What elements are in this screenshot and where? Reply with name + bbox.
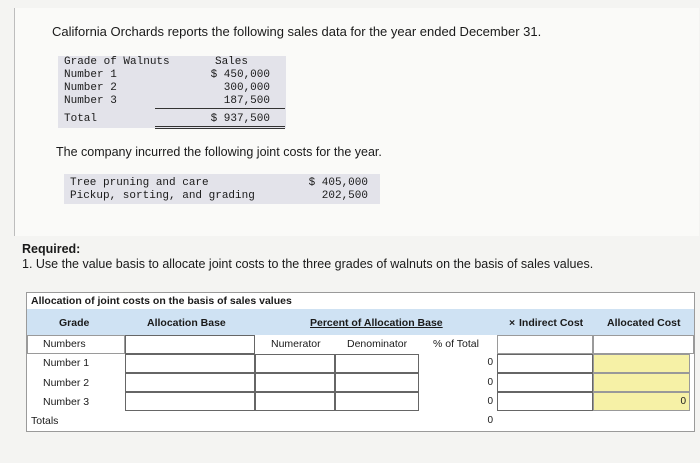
subheader-pct-total: % of Total (433, 338, 479, 350)
sales-row-value: $ 450,000 (210, 69, 270, 81)
joint-cost-intro: The company incurred the following joint costs for the year. (56, 145, 382, 159)
numerator-input[interactable] (255, 354, 335, 373)
header-allocation-base: Allocation Base (147, 317, 226, 329)
requirement-1: 1. Use the value basis to allocate joint costs to the three grades of walnuts on the basis of sales values. (22, 257, 594, 271)
grade-label: Number 2 (43, 377, 90, 389)
allocation-base-input[interactable] (125, 392, 255, 411)
sales-total-label: Total (64, 113, 98, 125)
subheader-denominator: Denominator (347, 338, 408, 350)
grade-label: Number 3 (43, 396, 90, 408)
grade-label: Number 1 (43, 357, 90, 369)
joint-cost-label: Pickup, sorting, and grading (70, 190, 255, 202)
header-indirect-cost: Indirect Cost (519, 317, 584, 329)
sales-data-table (58, 56, 286, 128)
joint-costs-table (64, 174, 380, 204)
intro-text: California Orchards reports the following sales data for the year ended December 31. (52, 24, 542, 39)
allocation-title-bar (27, 293, 694, 309)
allocation-base-input[interactable] (125, 354, 255, 373)
header-allocated-cost: Allocated Cost (607, 317, 681, 329)
times-symbol: × (509, 317, 516, 329)
sales-row-value: 300,000 (223, 82, 270, 94)
sales-row-value: 187,500 (223, 95, 270, 107)
header-percent-of-allocation-base: Percent of Allocation Base (310, 317, 443, 329)
denominator-input[interactable] (335, 354, 419, 373)
subheader-numbers: Numbers (43, 338, 86, 350)
total-double-rule (155, 126, 285, 127)
denominator-input[interactable] (335, 373, 419, 392)
allocation-base-input[interactable] (125, 373, 255, 392)
allocated-cost-output (593, 354, 690, 373)
allocated-cost-output (593, 373, 690, 392)
allocated-cost-value: 0 (680, 396, 686, 407)
pct-total-value: 0 (487, 377, 493, 388)
numerator-input[interactable] (255, 373, 335, 392)
totals-pct-value: 0 (487, 415, 493, 426)
sales-row-label: Number 1 (64, 69, 117, 81)
header-sales: Sales (214, 56, 248, 68)
sales-row-label: Number 2 (64, 82, 117, 94)
numerator-input[interactable] (255, 392, 335, 411)
sales-row-label: Number 3 (64, 95, 117, 107)
allocation-title: Allocation of joint costs on the basis of sales values (31, 295, 292, 307)
header-grade: Grade (59, 317, 90, 329)
total-double-rule (155, 128, 285, 129)
pct-total-value: 0 (487, 357, 493, 368)
allocation-base-header-input[interactable] (125, 335, 255, 354)
indirect-cost-input[interactable] (497, 373, 593, 392)
joint-cost-value: $ 405,000 (308, 177, 368, 189)
joint-cost-label: Tree pruning and care (70, 177, 209, 189)
subtotal-rule (155, 108, 285, 109)
totals-label: Totals (31, 415, 59, 427)
required-heading: Required: (22, 242, 81, 256)
header-grade: Grade of Walnuts (64, 56, 170, 68)
indirect-cost-cell (497, 335, 593, 354)
indirect-cost-input[interactable] (497, 354, 593, 373)
sales-total-value: $ 937,500 (210, 113, 270, 125)
allocated-cost-cell (593, 335, 694, 354)
allocation-header (27, 309, 694, 335)
subheader-numerator: Numerator (271, 338, 321, 350)
joint-cost-value: 202,500 (321, 190, 368, 202)
denominator-input[interactable] (335, 392, 419, 411)
allocation-grid (26, 292, 695, 432)
indirect-cost-input[interactable] (497, 392, 593, 411)
pct-total-value: 0 (487, 396, 493, 407)
